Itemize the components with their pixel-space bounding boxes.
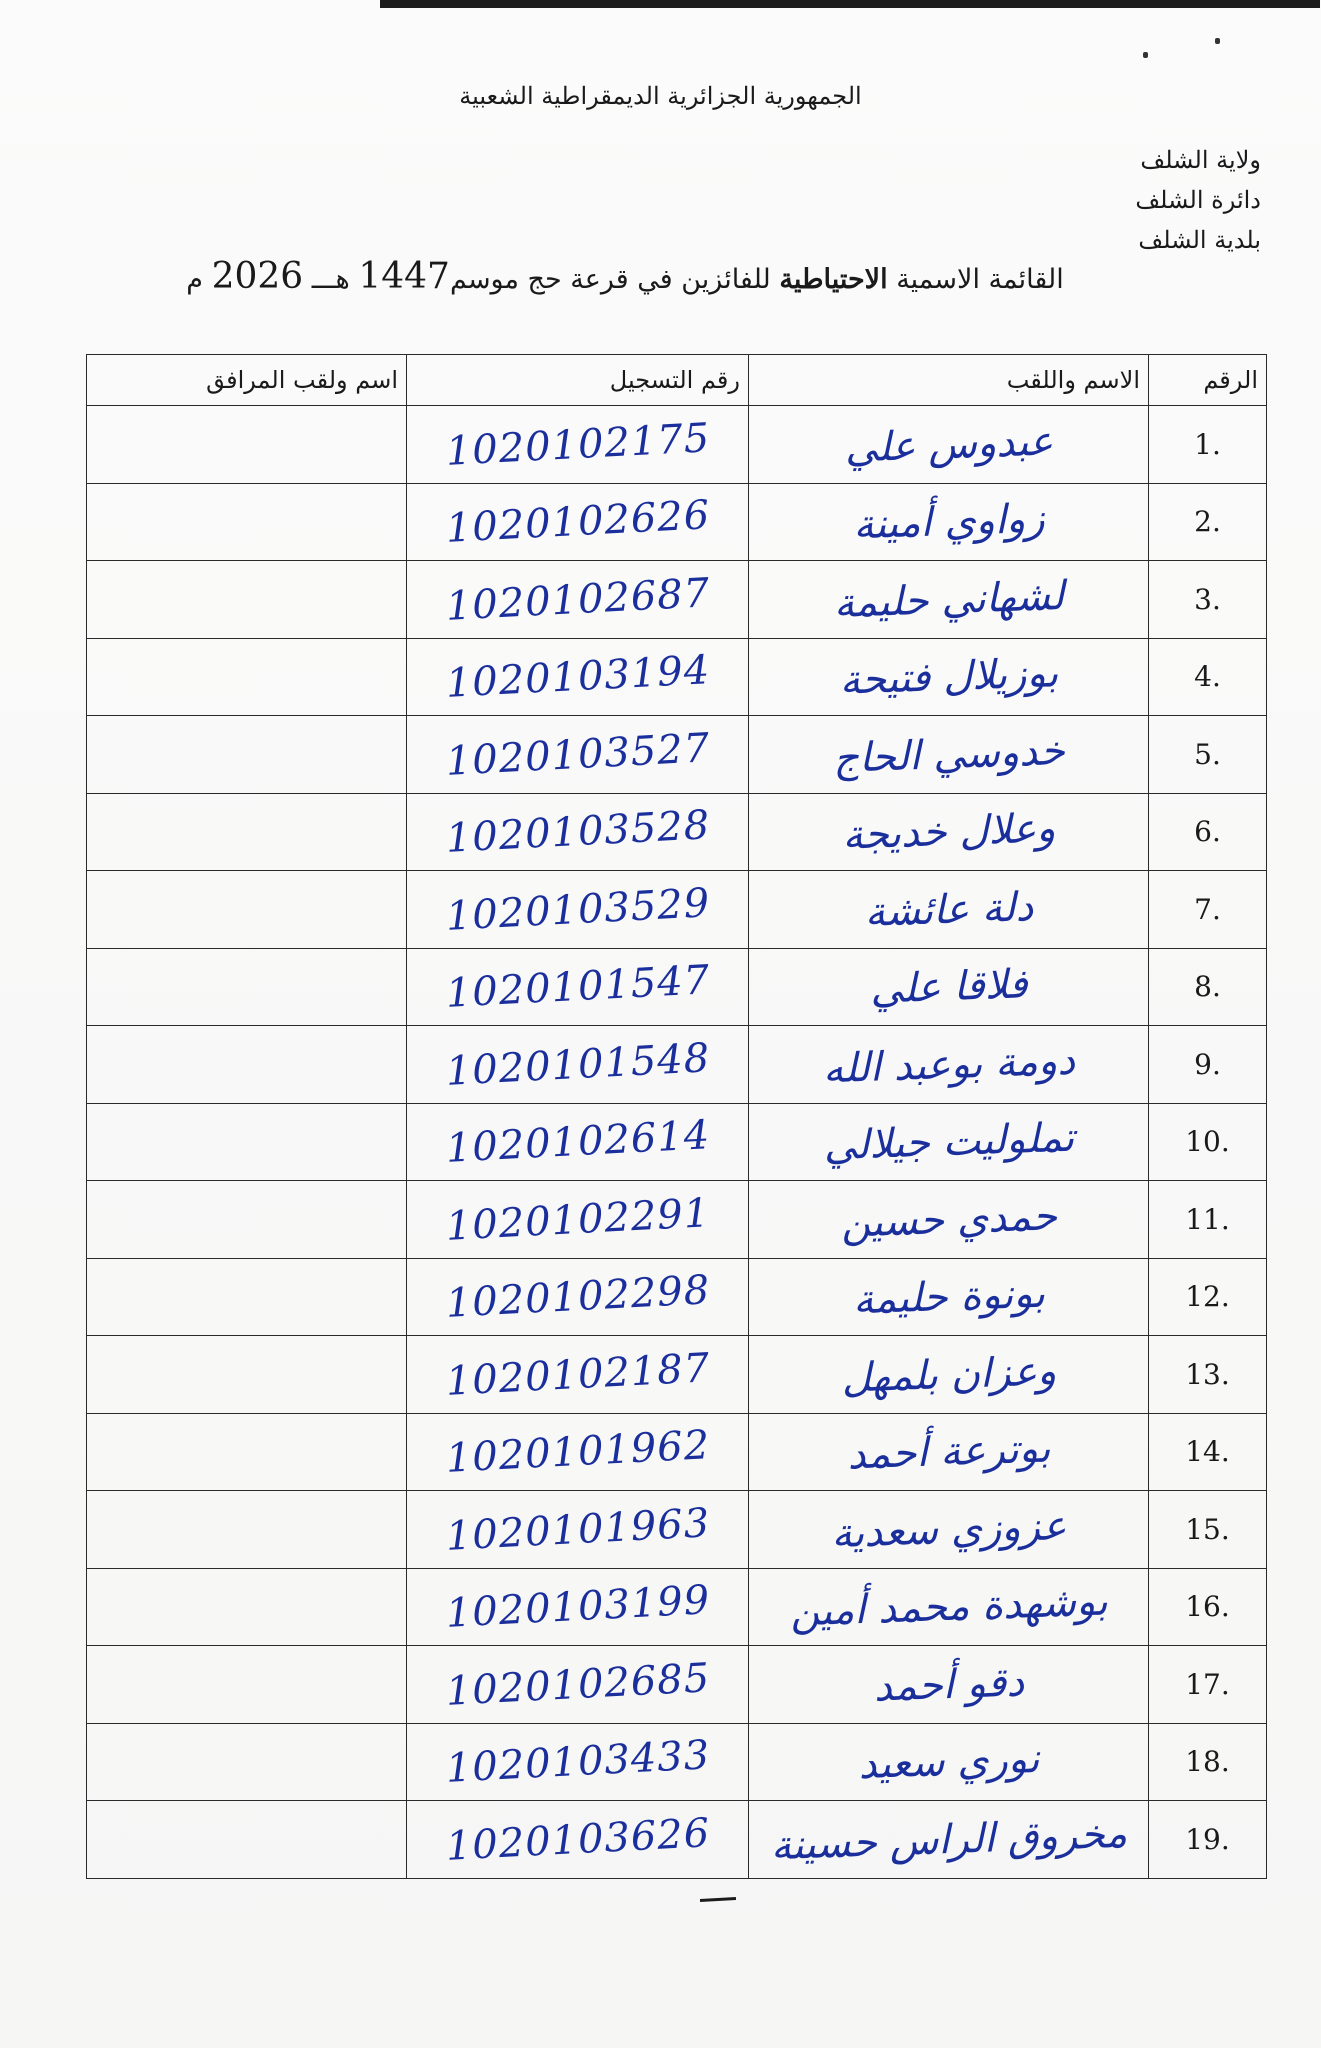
registration-number: 1020101548 [405, 1017, 751, 1112]
companion-name [87, 483, 407, 561]
col-header-name: الاسم واللقب [749, 355, 1149, 406]
ink-speck [1215, 38, 1220, 44]
table-row [87, 793, 1267, 871]
companion-name [87, 716, 407, 794]
row-number: 15. [1149, 1491, 1267, 1569]
table-row [87, 871, 1267, 949]
title-hijri-suffix: هـــ [311, 264, 350, 295]
winner-name: دلة عائشة [747, 864, 1149, 955]
table-row [87, 638, 1267, 716]
table-row [87, 1801, 1267, 1879]
row-number: 17. [1149, 1646, 1267, 1724]
companion-name [87, 406, 407, 484]
title-middle: للفائزين في قرعة حج موسم [449, 264, 771, 295]
winner-name: تملوليت جيلالي [747, 1096, 1149, 1187]
col-header-number: الرقم [1149, 355, 1267, 406]
registration-number: 1020103194 [405, 629, 751, 724]
winner-name: لشهاني حليمة [747, 554, 1149, 645]
registration-number: 1020102187 [405, 1327, 751, 1422]
table-row [87, 948, 1267, 1026]
registration-number: 1020102291 [405, 1172, 751, 1267]
daira-line: دائرة الشلف [1135, 186, 1261, 214]
registration-number: 1020101962 [405, 1404, 751, 1499]
table-header-row [87, 355, 1267, 406]
winner-name: دومة بوعبد الله [747, 1019, 1149, 1110]
table-row [87, 483, 1267, 561]
title-gregorian-year: 2026 [211, 256, 304, 297]
registration-number: 1020103626 [405, 1792, 751, 1887]
registration-number: 1020102685 [405, 1637, 751, 1732]
baladiya-line: بلدية الشلف [1138, 226, 1261, 254]
row-number: 11. [1149, 1181, 1267, 1259]
row-number: 14. [1149, 1413, 1267, 1491]
winner-name: بوترعة أحمد [747, 1406, 1149, 1497]
table-row [87, 406, 1267, 484]
winner-name: عبدوس علي [747, 399, 1149, 490]
companion-name [87, 1491, 407, 1569]
companion-name [87, 948, 407, 1026]
row-number: 8. [1149, 948, 1267, 1026]
list-title [160, 256, 1090, 297]
companion-name [87, 1103, 407, 1181]
registration-number: 1020103529 [405, 862, 751, 957]
title-bold-word: الاحتياطية [779, 264, 888, 295]
winner-name: وعلال خديجة [747, 786, 1149, 877]
table-row [87, 1336, 1267, 1414]
row-number: 7. [1149, 871, 1267, 949]
table-row [87, 1258, 1267, 1336]
row-number: 18. [1149, 1723, 1267, 1801]
table-row [87, 1491, 1267, 1569]
registration-number: 1020103527 [405, 707, 751, 802]
companion-name [87, 871, 407, 949]
companion-name [87, 1646, 407, 1724]
winner-name: زواوي أمينة [747, 476, 1149, 567]
companion-name [87, 1723, 407, 1801]
companion-name [87, 1258, 407, 1336]
companion-name [87, 561, 407, 639]
registration-number: 1020102626 [405, 474, 751, 569]
row-number: 12. [1149, 1258, 1267, 1336]
title-gregorian-suffix: م [186, 264, 203, 295]
registration-number: 1020102614 [405, 1094, 751, 1189]
title-prefix: القائمة الاسمية [896, 264, 1064, 295]
registration-number: 1020102175 [405, 397, 751, 492]
table-row [87, 1026, 1267, 1104]
companion-name [87, 793, 407, 871]
row-number: 13. [1149, 1336, 1267, 1414]
row-number: 2. [1149, 483, 1267, 561]
winner-name: خدوسي الحاج [747, 709, 1149, 800]
wilaya-line: ولاية الشلف [1140, 146, 1261, 174]
table-row [87, 1646, 1267, 1724]
companion-name [87, 1568, 407, 1646]
row-number: 9. [1149, 1026, 1267, 1104]
row-number: 6. [1149, 793, 1267, 871]
table-row [87, 1103, 1267, 1181]
row-number: 16. [1149, 1568, 1267, 1646]
row-number: 4. [1149, 638, 1267, 716]
table-row [87, 561, 1267, 639]
registration-number: 1020103433 [405, 1714, 751, 1809]
registration-number: 1020101547 [405, 939, 751, 1034]
table-row [87, 1568, 1267, 1646]
winner-name: نوري سعيد [747, 1716, 1149, 1807]
winner-name: مخروق الراس حسينة [747, 1794, 1149, 1885]
row-number: 19. [1149, 1801, 1267, 1879]
row-number: 3. [1149, 561, 1267, 639]
companion-name [87, 638, 407, 716]
col-header-companion: اسم ولقب المرافق [87, 355, 407, 406]
companion-name [87, 1801, 407, 1879]
republic-heading: الجمهورية الجزائرية الديمقراطية الشعبية [459, 82, 862, 110]
scan-edge [380, 0, 1320, 8]
companion-name [87, 1336, 407, 1414]
companion-name [87, 1026, 407, 1104]
companion-name [87, 1181, 407, 1259]
table-row [87, 1181, 1267, 1259]
pen-mark [700, 1897, 736, 1902]
companion-name [87, 1413, 407, 1491]
col-header-registration: رقم التسجيل [407, 355, 749, 406]
winner-name: دقو أحمد [747, 1639, 1149, 1730]
table-row [87, 1413, 1267, 1491]
administrative-header [1135, 140, 1261, 260]
winner-name: بونوة حليمة [747, 1251, 1149, 1342]
winner-name: عزوزي سعدية [747, 1484, 1149, 1575]
table-row [87, 716, 1267, 794]
table-row [87, 1723, 1267, 1801]
registration-number: 1020101963 [405, 1482, 751, 1577]
registration-number: 1020103528 [405, 784, 751, 879]
winner-name: بوشهدة محمد أمين [747, 1561, 1149, 1652]
title-hijri-year: 1447 [358, 256, 450, 297]
row-number: 10. [1149, 1103, 1267, 1181]
row-number: 1. [1149, 406, 1267, 484]
winner-name: فلاقا علي [747, 941, 1149, 1032]
registration-number: 1020102687 [405, 552, 751, 647]
winner-name: وعزان بلمهل [747, 1329, 1149, 1420]
ink-speck [1143, 52, 1148, 58]
winners-table [86, 354, 1267, 1879]
winner-name: بوزيلال فتيحة [747, 631, 1149, 722]
registration-number: 1020103199 [405, 1559, 751, 1654]
registration-number: 1020102298 [405, 1249, 751, 1344]
winner-name: حمدي حسين [747, 1174, 1149, 1265]
row-number: 5. [1149, 716, 1267, 794]
